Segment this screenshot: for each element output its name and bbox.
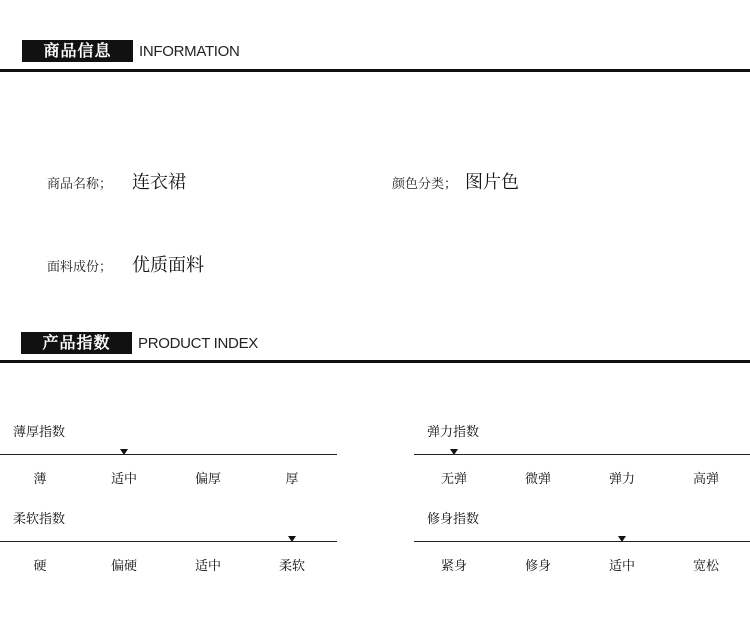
index-title: 修身指数: [427, 512, 480, 527]
info-section-header: [0, 40, 750, 70]
index-option: 紧身: [440, 559, 467, 574]
index-option: 厚: [285, 472, 299, 487]
index-scale-line: [414, 454, 750, 455]
index-option: 微弹: [524, 472, 551, 487]
index-section-title-cn: 产品指数: [21, 332, 132, 354]
index-section-divider: [0, 360, 750, 363]
color-row: [392, 168, 519, 194]
color-value: 图片色: [465, 172, 520, 193]
index-option: 薄: [33, 472, 47, 487]
index-option: 适中: [194, 559, 221, 574]
product-name-row: [47, 168, 186, 194]
info-section-title-en: INFORMATION: [139, 43, 240, 60]
index-section-title-en: PRODUCT INDEX: [138, 335, 259, 352]
index-option: 高弹: [692, 472, 719, 487]
index-option: 无弹: [440, 472, 467, 487]
index-option: 适中: [110, 472, 137, 487]
index-option: 偏硬: [110, 559, 137, 574]
index-option: 柔软: [278, 559, 305, 574]
fabric-label: 面料成份；: [47, 260, 113, 275]
index-option: 修身: [524, 559, 551, 574]
fabric-row: [47, 251, 204, 277]
info-section-title-cn: 商品信息: [22, 40, 133, 62]
index-title: 弹力指数: [427, 425, 480, 440]
index-marker-icon: [618, 536, 626, 542]
index-marker-icon: [120, 449, 128, 455]
index-option: 宽松: [692, 559, 719, 574]
index-section-header: [0, 332, 750, 362]
index-marker-icon: [450, 449, 458, 455]
index-option: 偏厚: [194, 472, 221, 487]
index-scale-line: [0, 454, 337, 455]
index-title: 薄厚指数: [13, 425, 66, 440]
index-marker-icon: [288, 536, 296, 542]
index-title: 柔软指数: [13, 512, 66, 527]
color-label: 颜色分类；: [392, 177, 458, 192]
product-name-label: 商品名称；: [47, 177, 113, 192]
index-option: 硬: [33, 559, 47, 574]
index-option: 弹力: [608, 472, 635, 487]
product-name-value: 连衣裙: [132, 172, 187, 193]
index-scale-line: [0, 541, 337, 542]
index-scale-line: [414, 541, 750, 542]
fabric-value: 优质面料: [132, 255, 205, 276]
info-section-divider: [0, 69, 750, 72]
index-option: 适中: [608, 559, 635, 574]
